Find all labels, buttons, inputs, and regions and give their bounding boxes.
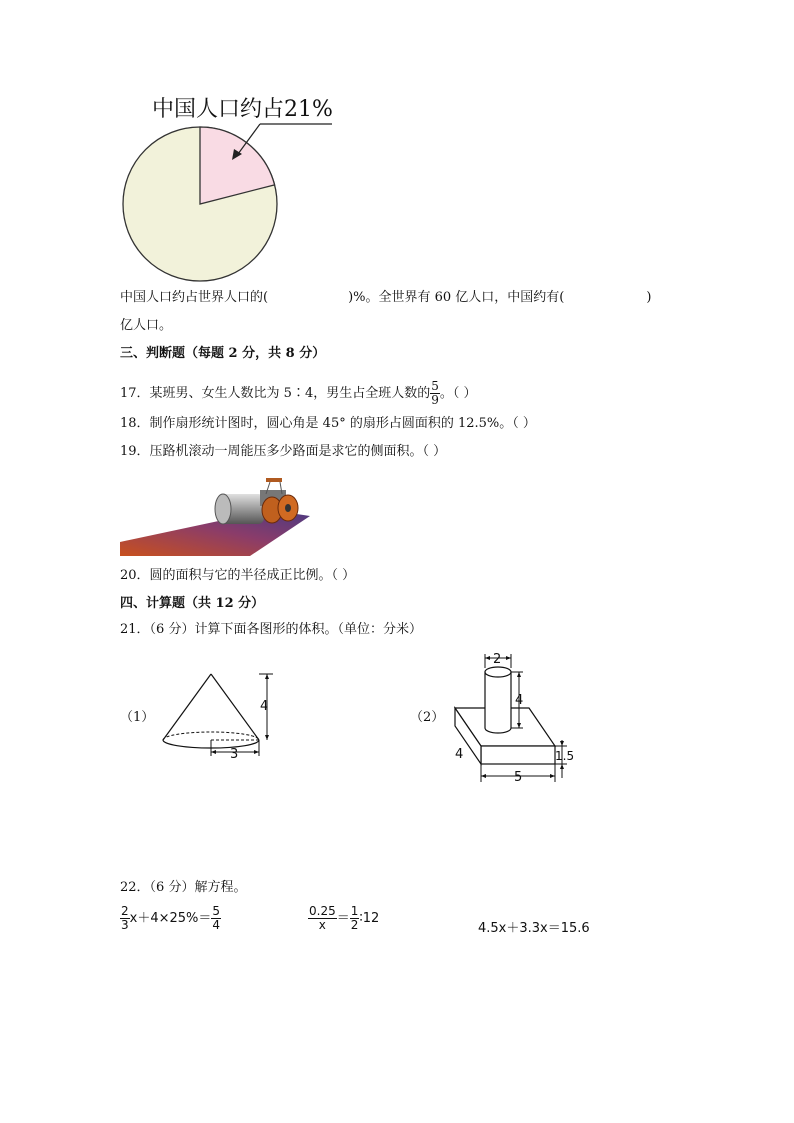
eq2-equals: ＝ xyxy=(336,911,350,926)
cone-side-right xyxy=(211,674,259,740)
equation-2 xyxy=(308,905,379,932)
q17 xyxy=(120,380,477,407)
box-length-label: 5 xyxy=(514,770,523,785)
q19: 19．压路机滚动一周能压多少路面是求它的侧面积。（ ） xyxy=(120,444,447,459)
cone-radius-label: 3 xyxy=(230,747,239,762)
q16-line1 xyxy=(120,290,651,306)
cone-figure xyxy=(155,664,280,764)
eq2-ratio-den: 2 xyxy=(350,918,359,932)
eq1-coef-den: 3 xyxy=(121,918,129,932)
q16-text-a: 中国人口约占世界人口的( xyxy=(120,290,269,305)
eq1-coef-num: 2 xyxy=(121,904,129,918)
cyl-diameter-label: 2 xyxy=(493,652,502,667)
q17-frac-den: 9 xyxy=(431,393,439,407)
eq2-ratio-num: 1 xyxy=(350,904,359,918)
equation-3: 4.5x＋3.3x＝15.6 xyxy=(478,921,590,936)
pie-chart xyxy=(118,120,338,285)
eq2-lhs xyxy=(308,905,337,932)
q16-line2: 亿人口。 xyxy=(120,318,173,333)
eq1-rhs-num: 5 xyxy=(212,904,221,918)
q17-tail: 。（ ） xyxy=(439,386,477,401)
prism-cylinder-figure xyxy=(445,650,580,785)
eq2-lhs-num: 0.25 xyxy=(309,904,336,918)
section3-title: 三、判断题（每题 2 分，共 8 分） xyxy=(120,346,326,361)
pie-label: 中国人口约占21% xyxy=(152,97,333,122)
eq2-lhs-den: x xyxy=(318,918,326,932)
road-roller-image xyxy=(120,470,320,558)
cylinder-body xyxy=(485,672,511,728)
q17-frac-num: 5 xyxy=(431,379,439,393)
cone-side-left xyxy=(163,674,211,740)
roller-canopy xyxy=(266,478,282,482)
q16-text-b: )%。全世界有 60 亿人口，中国约有( xyxy=(348,290,565,305)
fig1-label: （1） xyxy=(120,710,155,725)
box-height-label: 1.5 xyxy=(555,749,575,763)
eq1-rhs xyxy=(211,905,221,932)
q21-text: 21．（6 分）计算下面各图形的体积。（单位：分米） xyxy=(120,622,422,637)
q17-text: 17．某班男、女生人数比为 5∶4，男生占全班人数的 xyxy=(120,386,431,401)
q17-fraction xyxy=(430,380,440,407)
fig2-label: （2） xyxy=(410,710,445,725)
cyl-height-label: 4 xyxy=(515,693,524,708)
eq1-rhs-den: 4 xyxy=(212,918,221,932)
cone-base-back xyxy=(163,732,259,740)
box-width-label: 4 xyxy=(455,747,464,762)
cone-height-label: 4 xyxy=(260,699,269,714)
roller-drum-end xyxy=(215,494,231,524)
eq2-tail: ∶12 xyxy=(359,911,380,926)
eq1-mid: x＋4×25%＝ xyxy=(129,911,212,926)
q20: 20．圆的面积与它的半径成正比例。（ ） xyxy=(120,568,356,583)
equation-1 xyxy=(120,905,221,932)
q18: 18．制作扇形统计图时，圆心角是 45° 的扇形占圆面积的 12.5%。（ ） xyxy=(120,416,536,431)
eq1-coef xyxy=(120,905,130,932)
q16-text-c: ) xyxy=(646,290,652,305)
cylinder-top xyxy=(485,667,511,677)
section4-title: 四、计算题（共 12 分） xyxy=(120,596,265,611)
box-front-face xyxy=(481,746,555,764)
eq2-ratio xyxy=(350,905,360,932)
q22-text: 22．（6 分）解方程。 xyxy=(120,880,247,895)
